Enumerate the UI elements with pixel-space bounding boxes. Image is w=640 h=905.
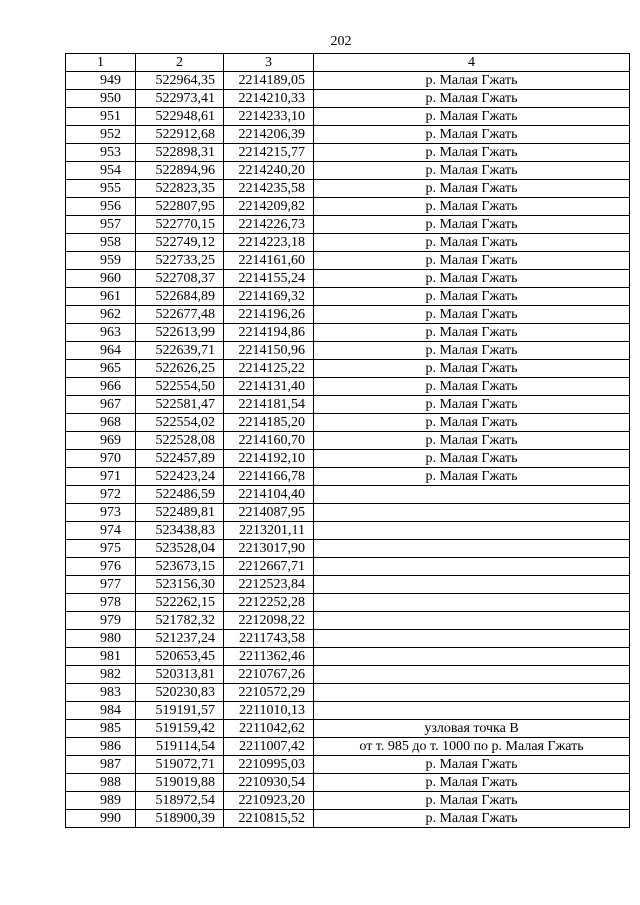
x-coordinate-cell: 523528,04 bbox=[136, 540, 224, 558]
x-coordinate-cell: 522554,02 bbox=[136, 414, 224, 432]
x-coordinate-cell: 523156,30 bbox=[136, 576, 224, 594]
table-row bbox=[66, 612, 630, 630]
description-cell bbox=[314, 594, 630, 612]
point-number-cell: 956 bbox=[66, 198, 136, 216]
page-number: 202 bbox=[330, 34, 352, 49]
y-coordinate-cell: 2214150,96 bbox=[224, 342, 314, 360]
description-cell: р. Малая Гжать bbox=[314, 468, 630, 486]
y-coordinate-cell: 2212098,22 bbox=[224, 612, 314, 630]
y-coordinate-cell: 2212252,28 bbox=[224, 594, 314, 612]
table-row bbox=[66, 558, 630, 576]
y-coordinate-cell: 2210767,26 bbox=[224, 666, 314, 684]
description-cell: р. Малая Гжать bbox=[314, 72, 630, 90]
x-coordinate-cell: 519159,42 bbox=[136, 720, 224, 738]
column-header: 3 bbox=[224, 54, 314, 72]
x-coordinate-cell: 522823,35 bbox=[136, 180, 224, 198]
point-number-cell: 965 bbox=[66, 360, 136, 378]
description-cell: р. Малая Гжать bbox=[314, 270, 630, 288]
table-row bbox=[66, 360, 630, 378]
point-number-cell: 952 bbox=[66, 126, 136, 144]
y-coordinate-cell: 2211042,62 bbox=[224, 720, 314, 738]
y-coordinate-cell: 2211743,58 bbox=[224, 630, 314, 648]
point-number-cell: 976 bbox=[66, 558, 136, 576]
point-number-cell: 985 bbox=[66, 720, 136, 738]
table-row bbox=[66, 162, 630, 180]
y-coordinate-cell: 2210572,29 bbox=[224, 684, 314, 702]
description-cell bbox=[314, 612, 630, 630]
x-coordinate-cell: 522964,35 bbox=[136, 72, 224, 90]
description-cell: р. Малая Гжать bbox=[314, 162, 630, 180]
point-number-cell: 951 bbox=[66, 108, 136, 126]
y-coordinate-cell: 2212523,84 bbox=[224, 576, 314, 594]
point-number-cell: 964 bbox=[66, 342, 136, 360]
point-number-cell: 955 bbox=[66, 180, 136, 198]
y-coordinate-cell: 2211362,46 bbox=[224, 648, 314, 666]
description-cell: р. Малая Гжать bbox=[314, 450, 630, 468]
y-coordinate-cell: 2214181,54 bbox=[224, 396, 314, 414]
point-number-cell: 961 bbox=[66, 288, 136, 306]
table-row bbox=[66, 468, 630, 486]
y-coordinate-cell: 2211010,13 bbox=[224, 702, 314, 720]
y-coordinate-cell: 2213017,90 bbox=[224, 540, 314, 558]
x-coordinate-cell: 522639,71 bbox=[136, 342, 224, 360]
point-number-cell: 990 bbox=[66, 810, 136, 828]
description-cell: р. Малая Гжать bbox=[314, 198, 630, 216]
y-coordinate-cell: 2214206,39 bbox=[224, 126, 314, 144]
x-coordinate-cell: 522684,89 bbox=[136, 288, 224, 306]
table-row bbox=[66, 630, 630, 648]
table-row bbox=[66, 270, 630, 288]
description-cell: р. Малая Гжать bbox=[314, 108, 630, 126]
table-row bbox=[66, 108, 630, 126]
description-cell: р. Малая Гжать bbox=[314, 378, 630, 396]
y-coordinate-cell: 2214233,10 bbox=[224, 108, 314, 126]
y-coordinate-cell: 2214226,73 bbox=[224, 216, 314, 234]
y-coordinate-cell: 2210923,20 bbox=[224, 792, 314, 810]
x-coordinate-cell: 522733,25 bbox=[136, 252, 224, 270]
coordinates-table bbox=[65, 53, 630, 828]
y-coordinate-cell: 2214125,22 bbox=[224, 360, 314, 378]
point-number-cell: 977 bbox=[66, 576, 136, 594]
y-coordinate-cell: 2214192,10 bbox=[224, 450, 314, 468]
y-coordinate-cell: 2214166,78 bbox=[224, 468, 314, 486]
x-coordinate-cell: 522457,89 bbox=[136, 450, 224, 468]
description-cell bbox=[314, 522, 630, 540]
x-coordinate-cell: 522749,12 bbox=[136, 234, 224, 252]
table-row bbox=[66, 396, 630, 414]
description-cell bbox=[314, 702, 630, 720]
description-cell: р. Малая Гжать bbox=[314, 90, 630, 108]
table-row bbox=[66, 774, 630, 792]
x-coordinate-cell: 520653,45 bbox=[136, 648, 224, 666]
y-coordinate-cell: 2214209,82 bbox=[224, 198, 314, 216]
table-row bbox=[66, 756, 630, 774]
table-row bbox=[66, 378, 630, 396]
x-coordinate-cell: 522613,99 bbox=[136, 324, 224, 342]
x-coordinate-cell: 522898,31 bbox=[136, 144, 224, 162]
point-number-cell: 968 bbox=[66, 414, 136, 432]
description-cell: р. Малая Гжать bbox=[314, 216, 630, 234]
y-coordinate-cell: 2214185,20 bbox=[224, 414, 314, 432]
table-row bbox=[66, 126, 630, 144]
y-coordinate-cell: 2214196,26 bbox=[224, 306, 314, 324]
table-row bbox=[66, 810, 630, 828]
table-row bbox=[66, 414, 630, 432]
x-coordinate-cell: 518972,54 bbox=[136, 792, 224, 810]
table-row bbox=[66, 342, 630, 360]
x-coordinate-cell: 522912,68 bbox=[136, 126, 224, 144]
x-coordinate-cell: 519072,71 bbox=[136, 756, 224, 774]
column-header: 1 bbox=[66, 54, 136, 72]
table-row bbox=[66, 684, 630, 702]
point-number-cell: 986 bbox=[66, 738, 136, 756]
x-coordinate-cell: 522489,81 bbox=[136, 504, 224, 522]
point-number-cell: 958 bbox=[66, 234, 136, 252]
point-number-cell: 949 bbox=[66, 72, 136, 90]
x-coordinate-cell: 522677,48 bbox=[136, 306, 224, 324]
table-header-row bbox=[66, 54, 630, 72]
description-cell: р. Малая Гжать bbox=[314, 756, 630, 774]
y-coordinate-cell: 2214223,18 bbox=[224, 234, 314, 252]
table-row bbox=[66, 90, 630, 108]
point-number-cell: 970 bbox=[66, 450, 136, 468]
point-number-cell: 983 bbox=[66, 684, 136, 702]
table-row bbox=[66, 450, 630, 468]
x-coordinate-cell: 522486,59 bbox=[136, 486, 224, 504]
point-number-cell: 987 bbox=[66, 756, 136, 774]
y-coordinate-cell: 2213201,11 bbox=[224, 522, 314, 540]
y-coordinate-cell: 2214169,32 bbox=[224, 288, 314, 306]
point-number-cell: 973 bbox=[66, 504, 136, 522]
x-coordinate-cell: 519114,54 bbox=[136, 738, 224, 756]
y-coordinate-cell: 2214131,40 bbox=[224, 378, 314, 396]
description-cell bbox=[314, 648, 630, 666]
x-coordinate-cell: 522581,47 bbox=[136, 396, 224, 414]
x-coordinate-cell: 522948,61 bbox=[136, 108, 224, 126]
table-row bbox=[66, 792, 630, 810]
column-header: 4 bbox=[314, 54, 630, 72]
y-coordinate-cell: 2214240,20 bbox=[224, 162, 314, 180]
table-row bbox=[66, 252, 630, 270]
table-row bbox=[66, 216, 630, 234]
point-number-cell: 959 bbox=[66, 252, 136, 270]
description-cell: р. Малая Гжать bbox=[314, 774, 630, 792]
description-cell: р. Малая Гжать bbox=[314, 252, 630, 270]
description-cell bbox=[314, 540, 630, 558]
x-coordinate-cell: 519191,57 bbox=[136, 702, 224, 720]
table-row bbox=[66, 144, 630, 162]
point-number-cell: 954 bbox=[66, 162, 136, 180]
y-coordinate-cell: 2214155,24 bbox=[224, 270, 314, 288]
table-body bbox=[66, 72, 630, 828]
x-coordinate-cell: 520313,81 bbox=[136, 666, 224, 684]
x-coordinate-cell: 522770,15 bbox=[136, 216, 224, 234]
x-coordinate-cell: 521782,32 bbox=[136, 612, 224, 630]
description-cell: р. Малая Гжать bbox=[314, 396, 630, 414]
point-number-cell: 967 bbox=[66, 396, 136, 414]
point-number-cell: 966 bbox=[66, 378, 136, 396]
x-coordinate-cell: 520230,83 bbox=[136, 684, 224, 702]
description-cell: узловая точка В bbox=[314, 720, 630, 738]
table-row bbox=[66, 738, 630, 756]
description-cell: р. Малая Гжать bbox=[314, 144, 630, 162]
description-cell: р. Малая Гжать bbox=[314, 792, 630, 810]
point-number-cell: 971 bbox=[66, 468, 136, 486]
point-number-cell: 962 bbox=[66, 306, 136, 324]
description-cell: р. Малая Гжать bbox=[314, 432, 630, 450]
table-row bbox=[66, 306, 630, 324]
table-row bbox=[66, 288, 630, 306]
point-number-cell: 978 bbox=[66, 594, 136, 612]
x-coordinate-cell: 518900,39 bbox=[136, 810, 224, 828]
table-row bbox=[66, 594, 630, 612]
x-coordinate-cell: 522528,08 bbox=[136, 432, 224, 450]
description-cell bbox=[314, 684, 630, 702]
x-coordinate-cell: 521237,24 bbox=[136, 630, 224, 648]
description-cell: р. Малая Гжать bbox=[314, 360, 630, 378]
column-header: 2 bbox=[136, 54, 224, 72]
x-coordinate-cell: 522262,15 bbox=[136, 594, 224, 612]
table-row bbox=[66, 540, 630, 558]
point-number-cell: 963 bbox=[66, 324, 136, 342]
point-number-cell: 974 bbox=[66, 522, 136, 540]
y-coordinate-cell: 2214194,86 bbox=[224, 324, 314, 342]
table-row bbox=[66, 504, 630, 522]
y-coordinate-cell: 2210930,54 bbox=[224, 774, 314, 792]
description-cell: от т. 985 до т. 1000 по р. Малая Гжать bbox=[314, 738, 630, 756]
y-coordinate-cell: 2214087,95 bbox=[224, 504, 314, 522]
table-row bbox=[66, 234, 630, 252]
description-cell: р. Малая Гжать bbox=[314, 414, 630, 432]
table-row bbox=[66, 522, 630, 540]
y-coordinate-cell: 2214210,33 bbox=[224, 90, 314, 108]
table-row bbox=[66, 648, 630, 666]
point-number-cell: 972 bbox=[66, 486, 136, 504]
table-row bbox=[66, 72, 630, 90]
description-cell bbox=[314, 504, 630, 522]
x-coordinate-cell: 522807,95 bbox=[136, 198, 224, 216]
description-cell: р. Малая Гжать bbox=[314, 342, 630, 360]
x-coordinate-cell: 522554,50 bbox=[136, 378, 224, 396]
x-coordinate-cell: 522626,25 bbox=[136, 360, 224, 378]
description-cell: р. Малая Гжать bbox=[314, 180, 630, 198]
y-coordinate-cell: 2214104,40 bbox=[224, 486, 314, 504]
point-number-cell: 953 bbox=[66, 144, 136, 162]
y-coordinate-cell: 2214235,58 bbox=[224, 180, 314, 198]
table-row bbox=[66, 576, 630, 594]
table-row bbox=[66, 720, 630, 738]
point-number-cell: 984 bbox=[66, 702, 136, 720]
y-coordinate-cell: 2211007,42 bbox=[224, 738, 314, 756]
x-coordinate-cell: 522708,37 bbox=[136, 270, 224, 288]
description-cell: р. Малая Гжать bbox=[314, 234, 630, 252]
x-coordinate-cell: 522423,24 bbox=[136, 468, 224, 486]
y-coordinate-cell: 2214161,60 bbox=[224, 252, 314, 270]
point-number-cell: 988 bbox=[66, 774, 136, 792]
point-number-cell: 950 bbox=[66, 90, 136, 108]
x-coordinate-cell: 519019,88 bbox=[136, 774, 224, 792]
point-number-cell: 982 bbox=[66, 666, 136, 684]
point-number-cell: 960 bbox=[66, 270, 136, 288]
x-coordinate-cell: 522894,96 bbox=[136, 162, 224, 180]
description-cell bbox=[314, 666, 630, 684]
point-number-cell: 989 bbox=[66, 792, 136, 810]
description-cell: р. Малая Гжать bbox=[314, 126, 630, 144]
point-number-cell: 980 bbox=[66, 630, 136, 648]
table-row bbox=[66, 324, 630, 342]
y-coordinate-cell: 2214189,05 bbox=[224, 72, 314, 90]
x-coordinate-cell: 522973,41 bbox=[136, 90, 224, 108]
table-row bbox=[66, 180, 630, 198]
table-row bbox=[66, 432, 630, 450]
description-cell bbox=[314, 576, 630, 594]
description-cell bbox=[314, 486, 630, 504]
y-coordinate-cell: 2210995,03 bbox=[224, 756, 314, 774]
y-coordinate-cell: 2212667,71 bbox=[224, 558, 314, 576]
point-number-cell: 969 bbox=[66, 432, 136, 450]
description-cell: р. Малая Гжать bbox=[314, 306, 630, 324]
point-number-cell: 957 bbox=[66, 216, 136, 234]
y-coordinate-cell: 2214160,70 bbox=[224, 432, 314, 450]
point-number-cell: 981 bbox=[66, 648, 136, 666]
y-coordinate-cell: 2214215,77 bbox=[224, 144, 314, 162]
point-number-cell: 979 bbox=[66, 612, 136, 630]
description-cell bbox=[314, 630, 630, 648]
point-number-cell: 975 bbox=[66, 540, 136, 558]
table-row bbox=[66, 666, 630, 684]
table-row bbox=[66, 486, 630, 504]
description-cell: р. Малая Гжать bbox=[314, 288, 630, 306]
description-cell bbox=[314, 558, 630, 576]
description-cell: р. Малая Гжать bbox=[314, 810, 630, 828]
x-coordinate-cell: 523438,83 bbox=[136, 522, 224, 540]
y-coordinate-cell: 2210815,52 bbox=[224, 810, 314, 828]
table-row bbox=[66, 702, 630, 720]
description-cell: р. Малая Гжать bbox=[314, 324, 630, 342]
table-row bbox=[66, 198, 630, 216]
x-coordinate-cell: 523673,15 bbox=[136, 558, 224, 576]
